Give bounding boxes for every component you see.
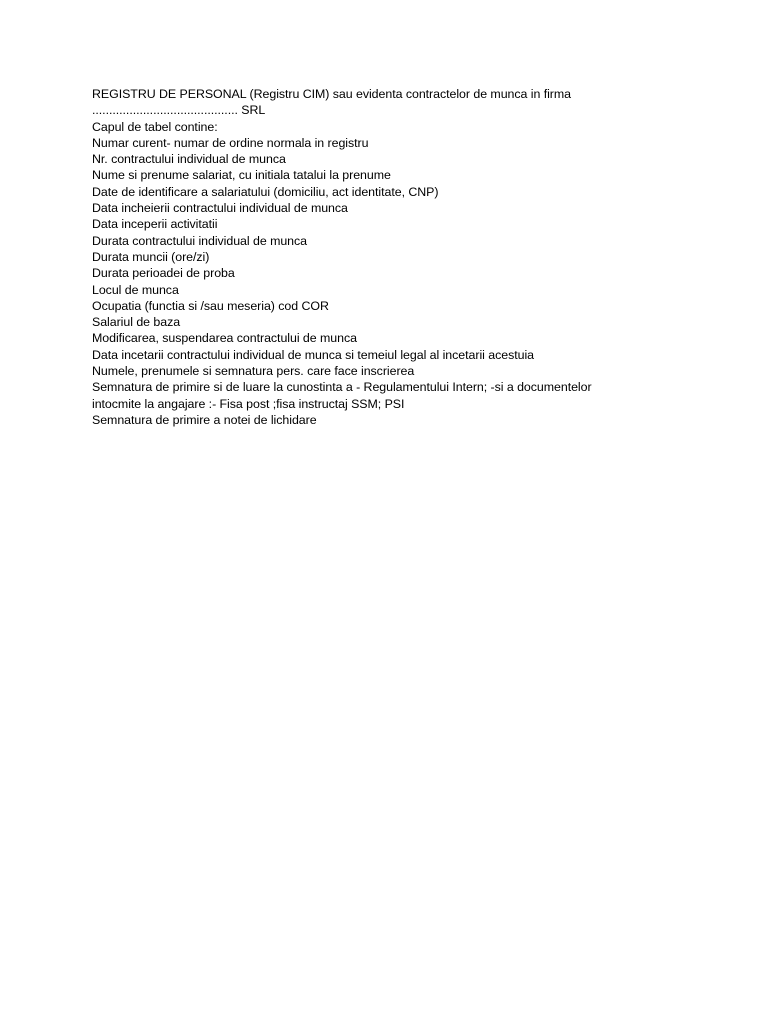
list-item: Nr. contractului individual de munca [92,152,286,167]
list-item: Numar curent- numar de ordine normala in registru [92,135,369,150]
document-text [92,86,652,428]
list-item: Data incetarii contractului individual de munca si temeiul legal al incetarii acestuia [92,347,534,362]
list-item: Durata perioadei de proba [92,266,235,281]
list-item: Durata contractului individual de munca [92,233,308,248]
list-item: Data inceperii activitatii [92,217,218,232]
list-item: Locul de munca [92,282,179,297]
list-item: Date de identificare a salariatului (domiciliu, act identitate, CNP) [92,184,439,199]
list-item: Semnatura de primire si de luare la cunostinta a - Regulamentului Intern; -si a documentelor [92,380,592,395]
list-item: Modificarea, suspendarea contractului de munca [92,331,357,346]
list-item: Semnatura de primire a notei de lichidare [92,412,317,427]
list-item-continuation: intocmite la angajare :- Fisa post ;fisa instructaj SSM; PSI [92,396,405,411]
list-item: Durata muncii (ore/zi) [92,249,210,264]
list-item: Data incheierii contractului individual de munca [92,201,348,216]
list-item: Numele, prenumele si semnatura pers. care face inscrierea [92,364,415,379]
list-item: Ocupatia (functia si /sau meseria) cod COR [92,298,329,313]
list-item: Nume si prenume salariat, cu initiala tatalui la prenume [92,168,391,183]
company-line: ........................................... SRL [92,103,266,118]
table-header-intro: Capul de tabel contine: [92,119,218,134]
document-title: REGISTRU DE PERSONAL (Registru CIM) sau evidenta contractelor de munca in firma [92,87,571,101]
list-item: Salariul de baza [92,315,181,330]
